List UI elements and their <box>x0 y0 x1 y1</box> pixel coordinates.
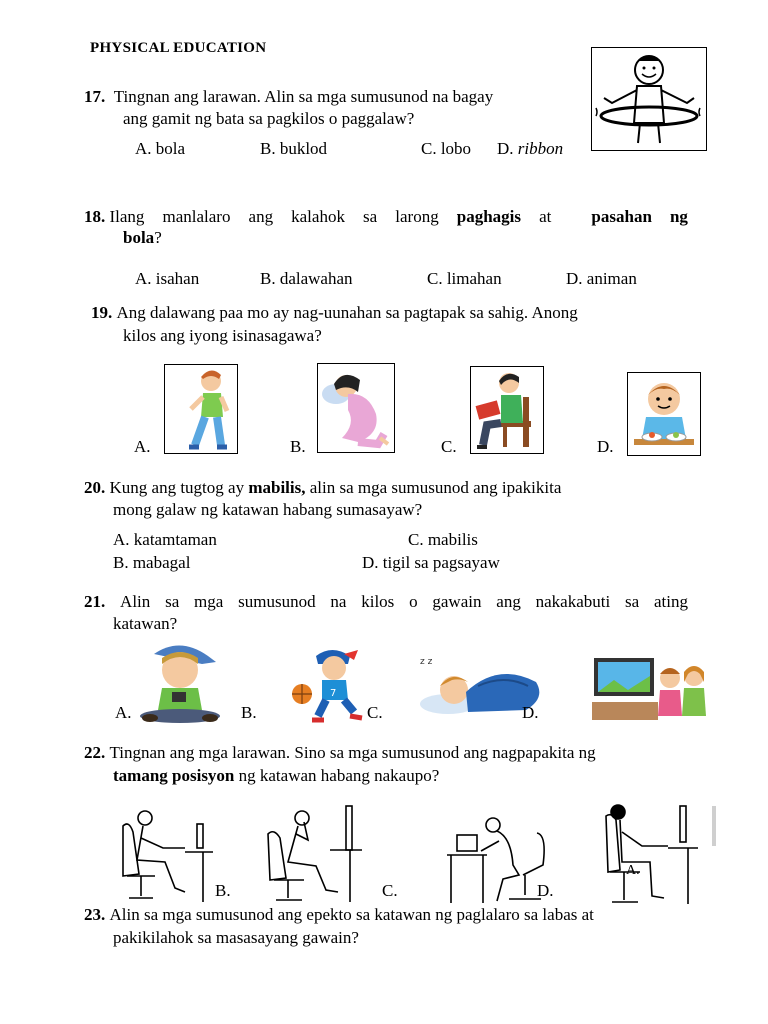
q20-option-a: A. katamtaman <box>113 530 217 549</box>
q21-line2: katawan? <box>113 614 178 633</box>
q21-label-a: A. <box>115 703 132 722</box>
svg-text:7: 7 <box>330 688 337 699</box>
q17-line1: 17. Tingnan ang larawan. Alin sa mga sumusunod na bagay <box>84 87 494 106</box>
q22-line1: 22. Tingnan ang mga larawan. Sino sa mga sumusunod ang nagpapakita ng <box>84 743 596 762</box>
boy-reading-chair-icon <box>470 366 544 454</box>
q18-option-a: A. isahan <box>135 269 200 288</box>
q17-option-d: D. ribbon <box>497 139 564 158</box>
q19-label-a: A. <box>134 437 151 456</box>
q19-line1: 19. Ang dalawang paa mo ay nag-uunahan sa pagtapak sa sahig. Anong <box>91 303 578 322</box>
q21-label-d: D. <box>522 703 539 722</box>
q18-line2: bola? <box>123 228 162 247</box>
q20-option-d: D. tigil sa pagsayaw <box>362 553 500 572</box>
subject-title: PHYSICAL EDUCATION <box>90 40 267 56</box>
q18-option-d: D. animan <box>566 269 637 288</box>
q20-line1: 20. Kung ang tugtog ay mabilis, alin sa mga sumusunod ang ipakikita <box>84 478 562 497</box>
q22-label-c: C. <box>382 881 398 900</box>
q17-option-c: C. lobo <box>421 139 472 158</box>
q19-label-c: C. <box>441 437 457 456</box>
watermark-strip <box>712 806 716 846</box>
q21-label-b: B. <box>241 703 257 722</box>
boy-eating-icon <box>627 372 701 456</box>
q20-option-c: C. mabilis <box>408 530 478 549</box>
q18-line1: 18. Ilang manlalaro ang kalahok sa larong paghagis at pasahan ng <box>84 207 688 226</box>
q21-line1: 21. Alin sa mga sumusunod na kilos o gawain ang nakakabuti sa ating <box>84 592 688 611</box>
q19-line2: kilos ang iyong isinasagawa? <box>123 326 322 345</box>
q20-line2: mong galaw ng katawan habang sumasayaw? <box>113 500 423 519</box>
q18-option-b: B. dalawahan <box>260 269 353 288</box>
boy-walking-icon <box>164 364 238 454</box>
q17-line2: ang gamit ng bata sa pagkilos o paggalaw? <box>123 109 415 128</box>
q17-option-a: A. bola <box>135 139 186 158</box>
girl-sleeping-icon <box>317 363 395 453</box>
q17-option-b: B. buklod <box>260 139 328 158</box>
q23-line2: pakikilahok sa masasayang gawain? <box>113 928 359 947</box>
boy-basketball-icon <box>288 646 370 726</box>
q21-label-c: C. <box>367 703 383 722</box>
child-hula-hoop-icon <box>591 47 707 151</box>
person-leaning-desk-icon <box>264 804 364 904</box>
person-reclined-desk-icon <box>115 804 215 904</box>
q22-label-d: D. <box>537 881 554 900</box>
q22-label-a: A. <box>626 863 640 878</box>
svg-text:z z: z z <box>420 657 433 667</box>
boy-phone-game-icon <box>136 640 222 724</box>
q22-line2: tamang posisyon ng katawan habang nakaupo? <box>113 766 440 785</box>
q17-number: 17. <box>84 87 106 106</box>
q19-label-b: B. <box>290 437 306 456</box>
q20-option-b: B. mabagal <box>113 553 191 572</box>
q22-label-b: B. <box>215 881 231 900</box>
kids-watching-tv-icon <box>590 656 710 722</box>
q18-option-c: C. limahan <box>427 269 502 288</box>
q19-label-d: D. <box>597 437 614 456</box>
person-upright-desk-icon <box>602 800 708 908</box>
q23-line1: 23. Alin sa mga sumusunod ang epekto sa katawan ng paglalaro sa labas at <box>84 905 594 924</box>
